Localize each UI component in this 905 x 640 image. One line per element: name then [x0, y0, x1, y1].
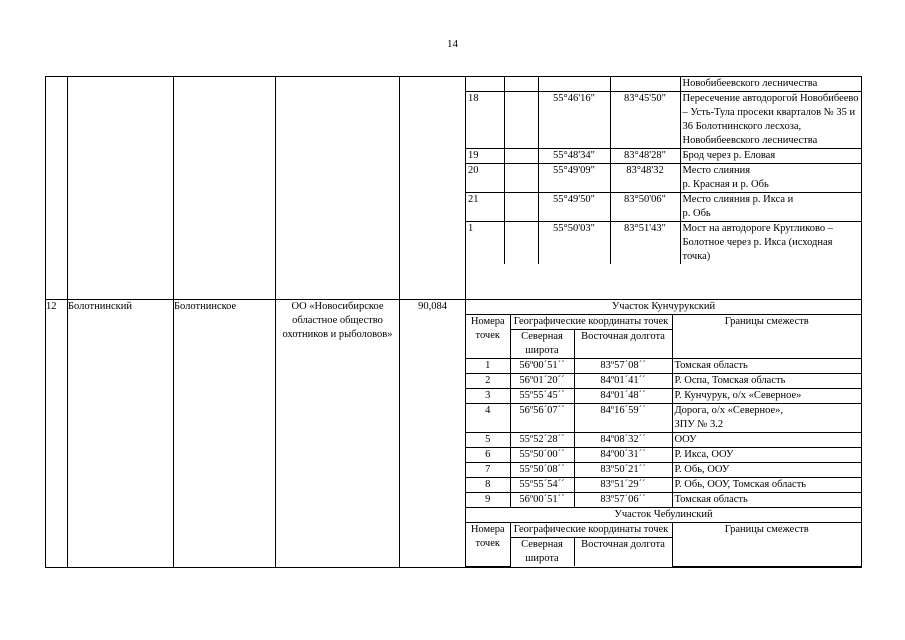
point-number: 3	[466, 389, 510, 404]
page-number: 14	[447, 38, 458, 50]
border-description: Место слияния р. Красная и р. Обь	[680, 164, 861, 193]
point-number: 9	[466, 493, 510, 508]
latitude: 56º00´51´´	[510, 493, 574, 508]
kunchuruk-table	[466, 300, 861, 507]
longitude: 83º51´29´´	[574, 478, 672, 493]
section-title-row	[466, 508, 861, 523]
coords-header: Географические координаты точек	[510, 315, 672, 330]
coord-row	[466, 193, 861, 222]
empty-municipality-cell	[174, 77, 276, 300]
point-number: 18	[466, 92, 504, 149]
point-number: 4	[466, 404, 510, 433]
latitude: 55°48'34"	[538, 149, 610, 164]
latitude: 55°49'50"	[538, 193, 610, 222]
border-description: Томская область	[672, 359, 861, 374]
coord-row	[466, 164, 861, 193]
border-description: Место слияния р. Икса и р. Обь	[680, 193, 861, 222]
latitude: 56º56´07´´	[510, 404, 574, 433]
entry-number: 12	[46, 300, 68, 568]
point-number: 6	[466, 448, 510, 463]
latitude: 56º00´51´´	[510, 359, 574, 374]
latitude: 55º55´45´´	[510, 389, 574, 404]
longitude	[610, 77, 680, 92]
municipality-name: Болотнинское	[174, 300, 276, 568]
border-description: Р. Обь, ООУ, Томская область	[672, 478, 861, 493]
latitude: 55°50'03"	[538, 222, 610, 265]
coord-row	[466, 222, 861, 265]
point-number: 1	[466, 359, 510, 374]
coord-row	[466, 77, 861, 92]
border-description: Р. Обь, ООУ	[672, 463, 861, 478]
north-header: Северная широта	[510, 330, 574, 359]
blank-cell	[504, 77, 538, 92]
longitude: 84º01´41´´	[574, 374, 672, 389]
border-description: Томская область	[672, 493, 861, 508]
north-header: Северная широта	[510, 538, 574, 567]
longitude: 83°45'50"	[610, 92, 680, 149]
longitude: 83°48'32	[610, 164, 680, 193]
coord-row	[466, 478, 861, 493]
section-title: Участок Кунчурукский	[466, 300, 861, 315]
longitude: 83°51'43"	[610, 222, 680, 265]
border-description: Дорога, о/х «Северное», ЗПУ № 3.2	[672, 404, 861, 433]
border-description: Пересечение автодорогой Новобибеево – Усть-Тула просеки кварталов № 35 и 36 Болотнинского лесхоза, Новобибеевского лесничества	[680, 92, 861, 149]
coords-cell-entry12	[466, 300, 862, 568]
empty-num-cell	[46, 77, 68, 300]
coord-row	[466, 92, 861, 149]
longitude: 83°48'28"	[610, 149, 680, 164]
coord-row	[466, 389, 861, 404]
longitude: 83°50'06"	[610, 193, 680, 222]
coord-row	[466, 149, 861, 164]
point-number: 8	[466, 478, 510, 493]
point-number: 5	[466, 433, 510, 448]
latitude: 55°49'09"	[538, 164, 610, 193]
coords-header: Географические координаты точек	[510, 523, 672, 538]
latitude: 55º52´28´´	[510, 433, 574, 448]
coord-row	[466, 433, 861, 448]
coord-row	[466, 374, 861, 389]
east-header: Восточная долгота	[574, 538, 672, 567]
area-value: 90,084	[400, 300, 466, 568]
blank-cell	[504, 164, 538, 193]
longitude: 84º00´31´´	[574, 448, 672, 463]
border-description: Новобибеевского лесничества	[680, 77, 861, 92]
border-description: ООУ	[672, 433, 861, 448]
latitude: 55º50´08´´	[510, 463, 574, 478]
border-description: Р. Кунчурук, о/х «Северное»	[672, 389, 861, 404]
border-description: Р. Оспа, Томская область	[672, 374, 861, 389]
border-description: Мост на автодороге Кругликово – Болотное через р. Икса (исходная точка)	[680, 222, 861, 265]
longitude: 83º57´08´´	[574, 359, 672, 374]
empty-district-cell	[68, 77, 174, 300]
section-title: Участок Чебулинский	[466, 508, 861, 523]
point-number: 19	[466, 149, 504, 164]
previous-entry-row	[46, 77, 862, 300]
point-number	[466, 77, 504, 92]
coord-row	[466, 359, 861, 374]
longitude: 84º01´48´´	[574, 389, 672, 404]
latitude: 56º01´20´´	[510, 374, 574, 389]
longitude: 83º57´06´´	[574, 493, 672, 508]
blank-cell	[504, 222, 538, 265]
header-row	[466, 523, 861, 538]
coords-cell-previous	[466, 77, 862, 300]
coord-row	[466, 404, 861, 433]
empty-organization-cell	[276, 77, 400, 300]
border-description: Р. Икса, ООУ	[672, 448, 861, 463]
points-header: Номера точек	[466, 523, 510, 567]
blank-cell	[504, 193, 538, 222]
east-header: Восточная долгота	[574, 330, 672, 359]
section-title-row	[466, 300, 861, 315]
chebula-table	[466, 507, 861, 567]
border-description: Брод через р. Еловая	[680, 149, 861, 164]
longitude: 84º08´32´´	[574, 433, 672, 448]
header-row	[466, 315, 861, 330]
organization-name: ОО «Новосибирское областное общество охотников и рыболовов»	[276, 300, 400, 568]
main-table	[45, 76, 862, 568]
latitude	[538, 77, 610, 92]
point-number: 2	[466, 374, 510, 389]
point-number: 20	[466, 164, 504, 193]
coord-row	[466, 448, 861, 463]
point-number: 1	[466, 222, 504, 265]
blank-cell	[504, 92, 538, 149]
borders-header: Границы смежеств	[672, 523, 861, 567]
empty-area-cell	[400, 77, 466, 300]
entry-12-row	[46, 300, 862, 568]
latitude: 55º55´54´´	[510, 478, 574, 493]
borders-header: Границы смежеств	[672, 315, 861, 359]
coord-row	[466, 493, 861, 508]
blank-cell	[504, 149, 538, 164]
latitude: 55º50´00´´	[510, 448, 574, 463]
coord-row	[466, 463, 861, 478]
point-number: 21	[466, 193, 504, 222]
point-number: 7	[466, 463, 510, 478]
longitude: 84º16´59´´	[574, 404, 672, 433]
coords-table-previous	[466, 77, 861, 264]
latitude: 55°46'16"	[538, 92, 610, 149]
district-name: Болотнинский	[68, 300, 174, 568]
longitude: 83º50´21´´	[574, 463, 672, 478]
points-header: Номера точек	[466, 315, 510, 359]
